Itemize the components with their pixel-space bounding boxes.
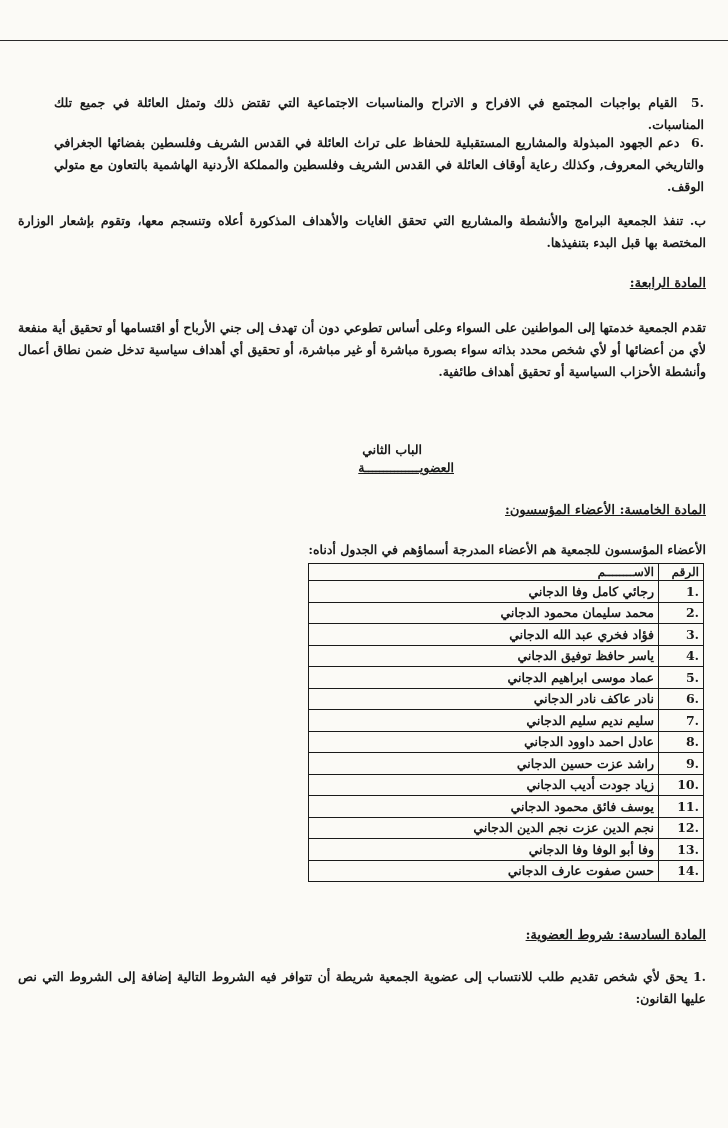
item-text: دعم الجهود المبذولة والمشاريع المستقبلية للحفاظ على تراث العائلة في القدس الشريف وفلسطين بفضائها الجغرافي والتاريخي المعروف, وكذلك رعاية أوقاف العائلة في القدس الشريف وفلسطين والمملكة الأردنية الهاشمية بالتعاون مع متولي الوقف. xyxy=(54,135,704,194)
member-name: سليم نديم سليم الدجاني xyxy=(309,710,659,732)
table-row xyxy=(309,667,704,689)
member-name: ياسر حافظ توفيق الدجاني xyxy=(309,645,659,667)
table-row xyxy=(309,839,704,861)
table-row xyxy=(309,731,704,753)
member-number: .1 xyxy=(659,581,704,603)
table-row xyxy=(309,645,704,667)
table-row xyxy=(309,796,704,818)
member-name: نجم الدين عزت نجم الدين الدجاني xyxy=(309,817,659,839)
member-number: .9 xyxy=(659,753,704,775)
article5-title: المادة الخامسة: الأعضاء المؤسسون: xyxy=(505,503,706,518)
table-row xyxy=(309,710,704,732)
member-number: .13 xyxy=(659,839,704,861)
article6-item-1 xyxy=(18,966,706,1010)
clause-b: ب. تنفذ الجمعية البرامج والأنشطة والمشاريع التي تحقق الغايات والأهداف المذكورة أعلاه وتنسجم معها، وتقوم بإشعار الوزارة المختصة بها قبل البدء بتنفيذها. xyxy=(18,213,706,250)
founding-members-table xyxy=(308,563,704,882)
col-number-header: الرقم xyxy=(659,564,704,581)
table-row xyxy=(309,817,704,839)
table-row xyxy=(309,624,704,646)
table-row xyxy=(309,602,704,624)
member-number: .14 xyxy=(659,860,704,882)
member-number: .2 xyxy=(659,602,704,624)
member-name: فؤاد فخري عبد الله الدجاني xyxy=(309,624,659,646)
member-name: حسن صفوت عارف الدجاني xyxy=(309,860,659,882)
member-number: .6 xyxy=(659,688,704,710)
member-name: رجائي كامل وفا الدجاني xyxy=(309,581,659,603)
member-number: .4 xyxy=(659,645,704,667)
article3-item-6 xyxy=(54,132,704,198)
member-number: .8 xyxy=(659,731,704,753)
item-number: .6 xyxy=(690,135,704,150)
item-text: يحق لأي شخص تقديم طلب للانتساب إلى عضوية الجمعية شريطة أن تتوافر فيه الشروط التالية إضافة إلى الشروط التي نص عليها القانون: xyxy=(18,969,706,1006)
article6-title: المادة السادسة: شروط العضوية: xyxy=(525,928,706,943)
member-name: عماد موسى ابراهيم الدجاني xyxy=(309,667,659,689)
chapter-title: الباب الثاني xyxy=(362,442,422,457)
article4-title: المادة الرابعة: xyxy=(629,276,706,291)
member-name: زياد جودت أديب الدجاني xyxy=(309,774,659,796)
table-row xyxy=(309,860,704,882)
member-number: .3 xyxy=(659,624,704,646)
member-number: .12 xyxy=(659,817,704,839)
member-name: راشد عزت حسين الدجاني xyxy=(309,753,659,775)
table-row xyxy=(309,581,704,603)
member-name: نادر عاكف نادر الدجاني xyxy=(309,688,659,710)
item-number: .1 xyxy=(692,969,706,984)
item-number: .5 xyxy=(690,95,704,110)
table-row xyxy=(309,688,704,710)
member-number: .7 xyxy=(659,710,704,732)
members-body xyxy=(309,581,704,882)
col-name-header: الاســــــــم xyxy=(309,564,659,581)
member-number: .10 xyxy=(659,774,704,796)
member-name: محمد سليمان محمود الدجاني xyxy=(309,602,659,624)
member-number: .5 xyxy=(659,667,704,689)
article5-intro: الأعضاء المؤسسون للجمعية هم الأعضاء المدرجة أسماؤهم في الجدول أدناه: xyxy=(308,542,706,557)
chapter-subtitle: العضويـــــــــــــــة xyxy=(358,460,454,475)
item-text: القيام بواجبات المجتمع في الافراح و الاتراح والمناسبات الاجتماعية التي تقتض ذلك وتمثل العائلة في جميع تلك المناسبات. xyxy=(54,95,704,132)
member-number: .11 xyxy=(659,796,704,818)
member-name: يوسف فائق محمود الدجاني xyxy=(309,796,659,818)
table-row xyxy=(309,774,704,796)
table-row xyxy=(309,753,704,775)
article3-item-5 xyxy=(54,92,704,136)
header-rule xyxy=(0,40,728,41)
member-name: عادل احمد داوود الدجاني xyxy=(309,731,659,753)
table-header-row xyxy=(309,564,704,581)
article4-text: تقدم الجمعية خدمتها إلى المواطنين على السواء وعلى أساس تطوعي دون أن تهدف إلى جني الأرباح أو اقتسامها أو تحقيق أية منفعة لأي من أعضائها أو لأي شخص محدد بذاته سواء بصورة مباشرة أو غير مباشرة، أو تحقيق أي أهداف سياسية تدخل ضمن نطاق أعمال وأنشطة الأحزاب السياسية أو تحقيق أهداف طائفية. xyxy=(18,320,706,379)
member-name: وفا أبو الوفا وفا الدجاني xyxy=(309,839,659,861)
